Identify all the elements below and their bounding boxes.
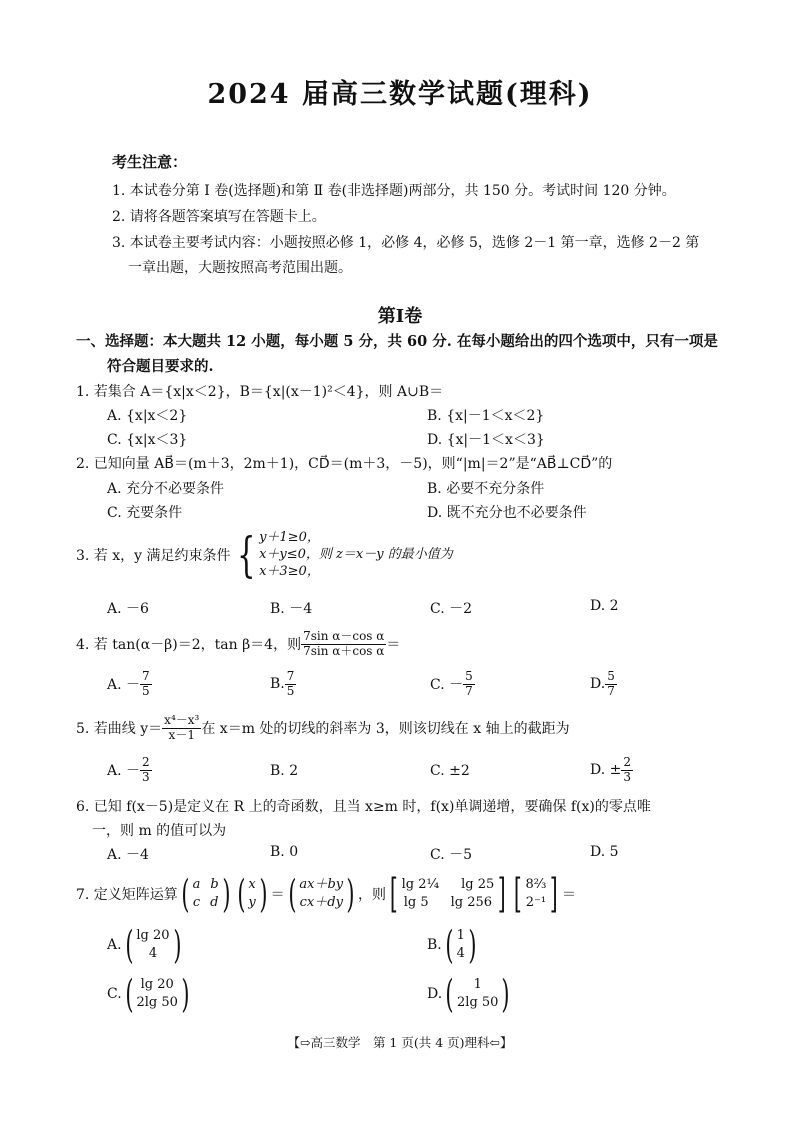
q6-option-a: A. －4	[107, 847, 149, 863]
q2-option-a: A. 充分不必要条件	[107, 481, 225, 497]
q1-stem: 1. 若集合 A＝{x|x＜2}，B＝{x|(x－1)²＜4}，则 A∪B＝	[76, 384, 444, 400]
q3-constraint-3: x＋3≥0，	[259, 563, 320, 579]
q6-option-d: D. 5	[590, 844, 619, 860]
q7-vector-xy: ( x y )	[236, 872, 268, 916]
q5-fraction	[162, 714, 201, 743]
exam-title: 2024 届高三数学试题(理科)	[207, 79, 593, 110]
q2-option-d: D. 既不充分也不必要条件	[427, 505, 587, 521]
q3-stem	[76, 527, 453, 584]
q2-option-b: B. 必要不充分条件	[427, 481, 545, 497]
q6-stem-line2: 一，则 m 的值可以为	[92, 823, 227, 839]
q3-pre: 3. 若 x，y 满足约束条件	[76, 548, 231, 565]
part1-instructions: 一、选择题：本大题共 12 小题，每小题 5 分，共 60 分. 在每小题给出的四个选项中，只有一项是	[76, 333, 718, 350]
q7-pre: 7. 定义矩阵运算	[76, 887, 178, 903]
notice-item-1: 1. 本试卷分第 Ⅰ 卷(选择题)和第 Ⅱ 卷(非选择题)两部分，共 150 分。考试时间 120 分钟。	[112, 183, 676, 199]
q7-option-c: C. ( lg 20 2lg 50 )	[107, 972, 190, 1016]
q4-option-c: C. － $\frac{5}{7}$	[430, 669, 473, 698]
q3-option-b: B. －4	[270, 601, 313, 617]
q2-option-c: C. 充要条件	[107, 505, 183, 521]
q5-option-b: B. 2	[270, 763, 299, 779]
q6-stem-line1: 6. 已知 f(x－5)是定义在 R 上的奇函数，且当 x≥m 时，f(x)单调递增，要确保 f(x)的零点唯	[76, 799, 651, 815]
q7-lg-matrix: [ lg 2¹⁄₄ lg 25 lg 5 lg 256 ]	[389, 871, 506, 917]
notice-heading: 考生注意：	[112, 153, 188, 171]
q4-pre: 4. 若 tan(α－β)＝2，tan β＝4，则	[76, 637, 302, 654]
q4-fraction	[301, 630, 386, 659]
q1-option-b: B. {x|－1＜x＜2}	[427, 408, 545, 424]
q5-option-c: C. ±2	[430, 763, 470, 779]
q5-post: 在 x＝m 处的切线的斜率为 3，则该切线在 x 轴上的截距为	[201, 721, 570, 738]
q3-constraint-2: x＋y≤0，则 z＝x－y 的最小值为	[259, 546, 453, 562]
q5-numerator: x⁴－x³	[164, 713, 200, 727]
q6-option-c: C. －5	[430, 847, 473, 863]
q7-option-b: B. ( 1 4 )	[427, 923, 477, 967]
q3-constraint-1: y＋1≥0，	[259, 530, 320, 545]
q3-option-a: A. －6	[107, 601, 149, 617]
q5-option-a: A. － $\frac{2}{3}$	[107, 755, 150, 784]
q7-result-vector: ( ax＋by cx＋dy )	[287, 872, 355, 916]
q7-matrix-abcd: ( a b c d )	[181, 872, 231, 916]
q7-power-vector: [ 8²⁄₃ 2⁻¹ ]	[513, 871, 559, 917]
q4-denominator: 7sin α＋cos α	[303, 643, 385, 658]
section-title: 第Ⅰ卷	[377, 306, 423, 327]
q4-option-d: D. $\frac{5}{7}$	[590, 669, 615, 698]
q1-option-c: C. {x|x＜3}	[107, 432, 188, 448]
q5-pre: 5. 若曲线 y＝	[76, 721, 163, 738]
q4-numerator: 7sin α－cos α	[303, 629, 385, 643]
q4-option-a: A. － $\frac{7}{5}$	[107, 669, 150, 698]
left-brace-icon: {	[236, 527, 255, 584]
notice-item-3: 3. 本试卷主要考试内容：小题按照必修 1，必修 4，必修 5，选修 2－1 第一章，选修 2－2 第	[112, 235, 700, 251]
q7-option-d: D. ( 1 2lg 50 )	[427, 972, 510, 1016]
q3-option-c: C. －2	[430, 601, 473, 617]
q7-option-a: A. ( lg 20 4 )	[107, 923, 182, 967]
q2-stem: 2. 已知向量 AB⃗＝(m＋3，2m＋1)，CD⃗＝(m＋3，－5)，则“|m|＝2”是“AB⃗⊥CD⃗”的	[76, 456, 613, 472]
q5-stem	[76, 714, 570, 743]
part1-instructions-cont: 符合题目要求的.	[107, 358, 214, 375]
q1-option-a: A. {x|x＜2}	[107, 408, 188, 424]
q4-post: ＝	[386, 637, 401, 654]
q3-option-d: D. 2	[590, 598, 619, 614]
page-footer: 【⇨高三数学 第 1 页(共 4 页)理科⇦】	[287, 1035, 513, 1050]
notice-item-2: 2. 请将各题答案填写在答题卡上。	[112, 209, 326, 225]
q5-option-d: D. ± $\frac{2}{3}$	[590, 755, 631, 784]
notice-item-3-cont: 一章出题，大题按照高考范围出题。	[128, 260, 352, 276]
q6-option-b: B. 0	[270, 844, 299, 860]
q4-option-b: B. $\frac{7}{5}$	[270, 669, 295, 698]
q5-denominator: x－1	[168, 727, 195, 742]
q4-stem	[76, 630, 400, 659]
q1-option-d: D. {x|－1＜x＜3}	[427, 432, 545, 448]
q7-stem: 7. 定义矩阵运算 ( a b c d ) ( x y ) ＝ ( ax＋by cx＋dy ) ，则 [ lg 2¹⁄₄ lg 25 lg 5 lg 256 ] [ 8²⁄₃ 2⁻¹ ] ＝	[76, 871, 576, 917]
q3-constraint-system	[231, 527, 453, 584]
